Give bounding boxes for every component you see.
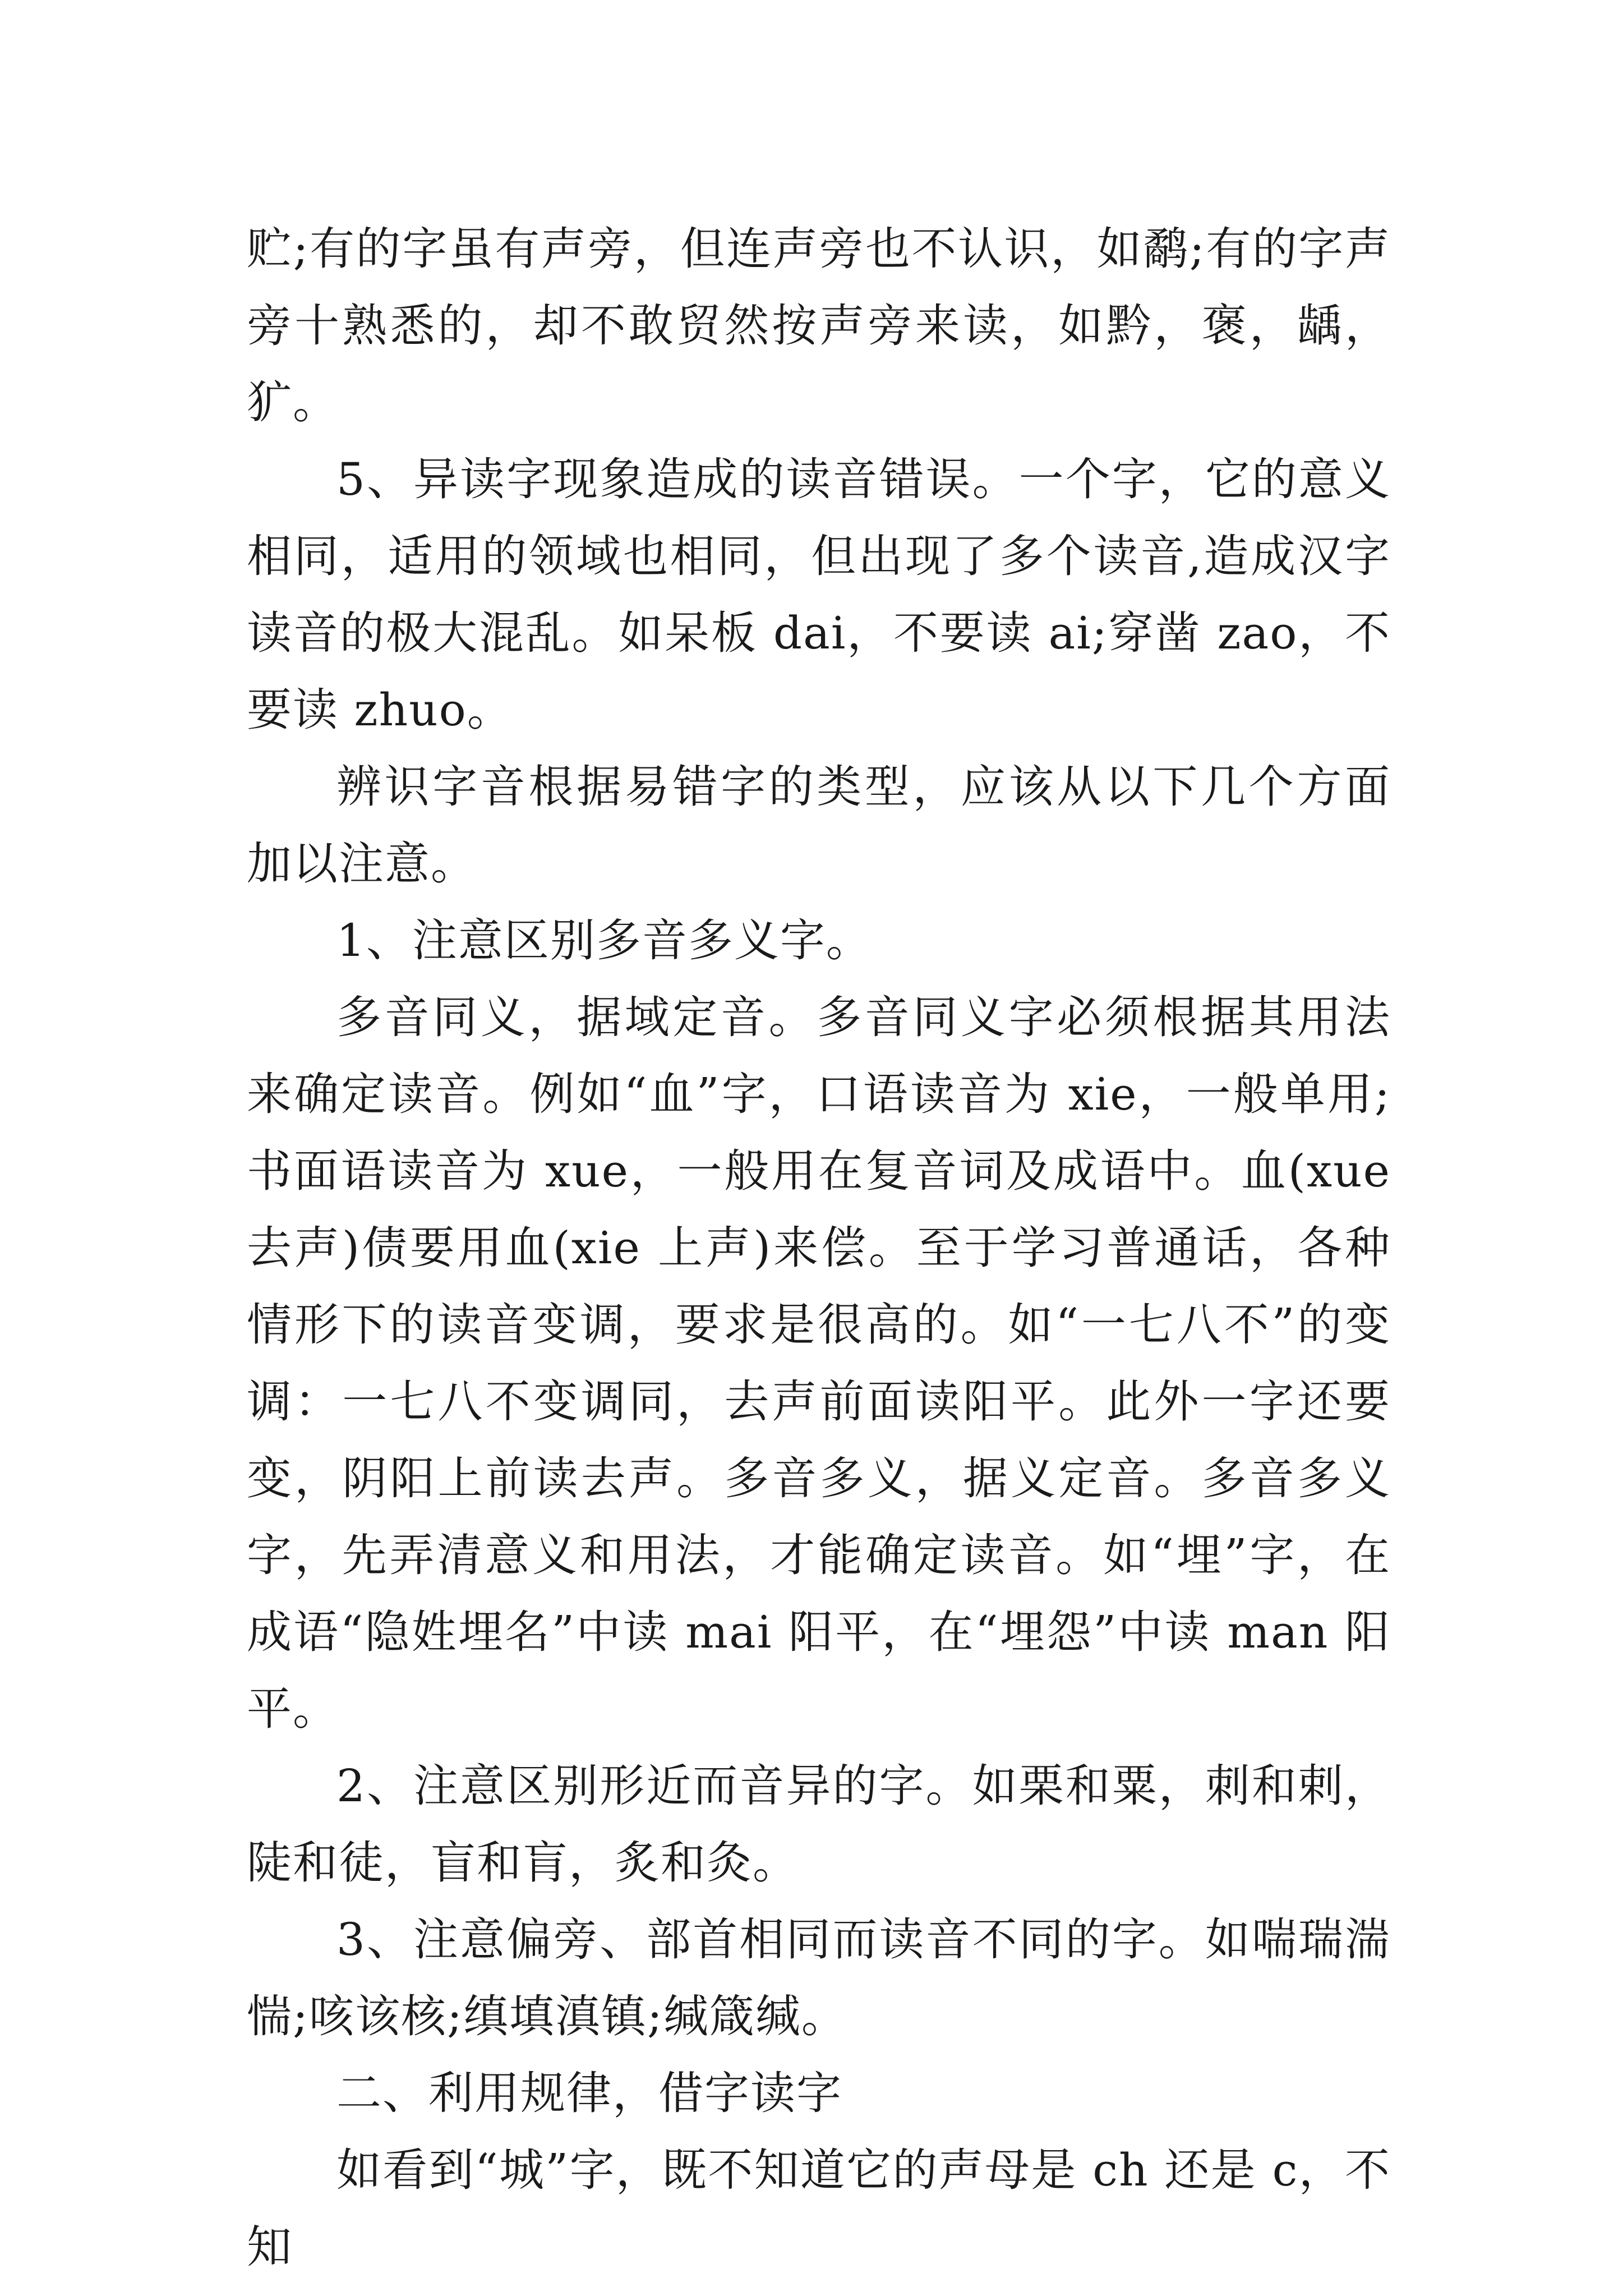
paragraph-8: 二、利用规律，借字读字 — [336, 2067, 842, 2119]
paragraph-2: 5、异读字现象造成的读音错误。一个字，它的意义相同，适用的领域也相同，但出现了多个读音,造成汉字读音的极大混乱。如呆板 dai，不要读 ai;穿凿 zao，不要读 zhuo。 — [247, 453, 1391, 736]
paragraph-5: 多音同义，据域定音。多音同义字必须根据其用法来确定读音。例如“血”字，口语读音为 xie，一般单用;书面语读音为 xue，一般用在复音词及成语中。血(xue 去声)债要用血(xie 上声)来偿。至于学习普通话，各种情形下的读音变调，要求是很高的。如“一七八不”的变调：一七八不变调同，去声前面读阳平。此外一字还要变，阴阳上前读去声。多音多义，据义定音。多音多义字，先弄清意义和用法，才能确定读音。如“埋”字，在成语“隐姓埋名”中读 mai 阳平，在“埋怨”中读 man 阳平。 — [247, 991, 1391, 1735]
document-page — [247, 210, 1391, 2285]
paragraph-7: 3、注意偏旁、部首相同而读音不同的字。如喘瑞湍惴;咳该核;缜填滇镇;缄箴缄。 — [247, 1913, 1391, 2042]
paragraph-4: 1、注意区别多音多义字。 — [336, 914, 872, 967]
paragraph-6: 2、注意区别形近而音异的字。如栗和粟，刺和剌，陡和徒，盲和肓，炙和灸。 — [247, 1760, 1391, 1889]
paragraph-1: 贮;有的字虽有声旁，但连声旁也不认识，如鹬;有的字声旁十熟悉的，却不敢贸然按声旁来读，如黔，褒，龋，犷。 — [247, 223, 1391, 429]
paragraph-9: 如看到“城”字，既不知道它的声母是 ch 还是 c，不知 — [247, 2144, 1391, 2273]
paragraph-3: 辨识字音根据易错字的类型，应该从以下几个方面加以注意。 — [247, 761, 1391, 890]
